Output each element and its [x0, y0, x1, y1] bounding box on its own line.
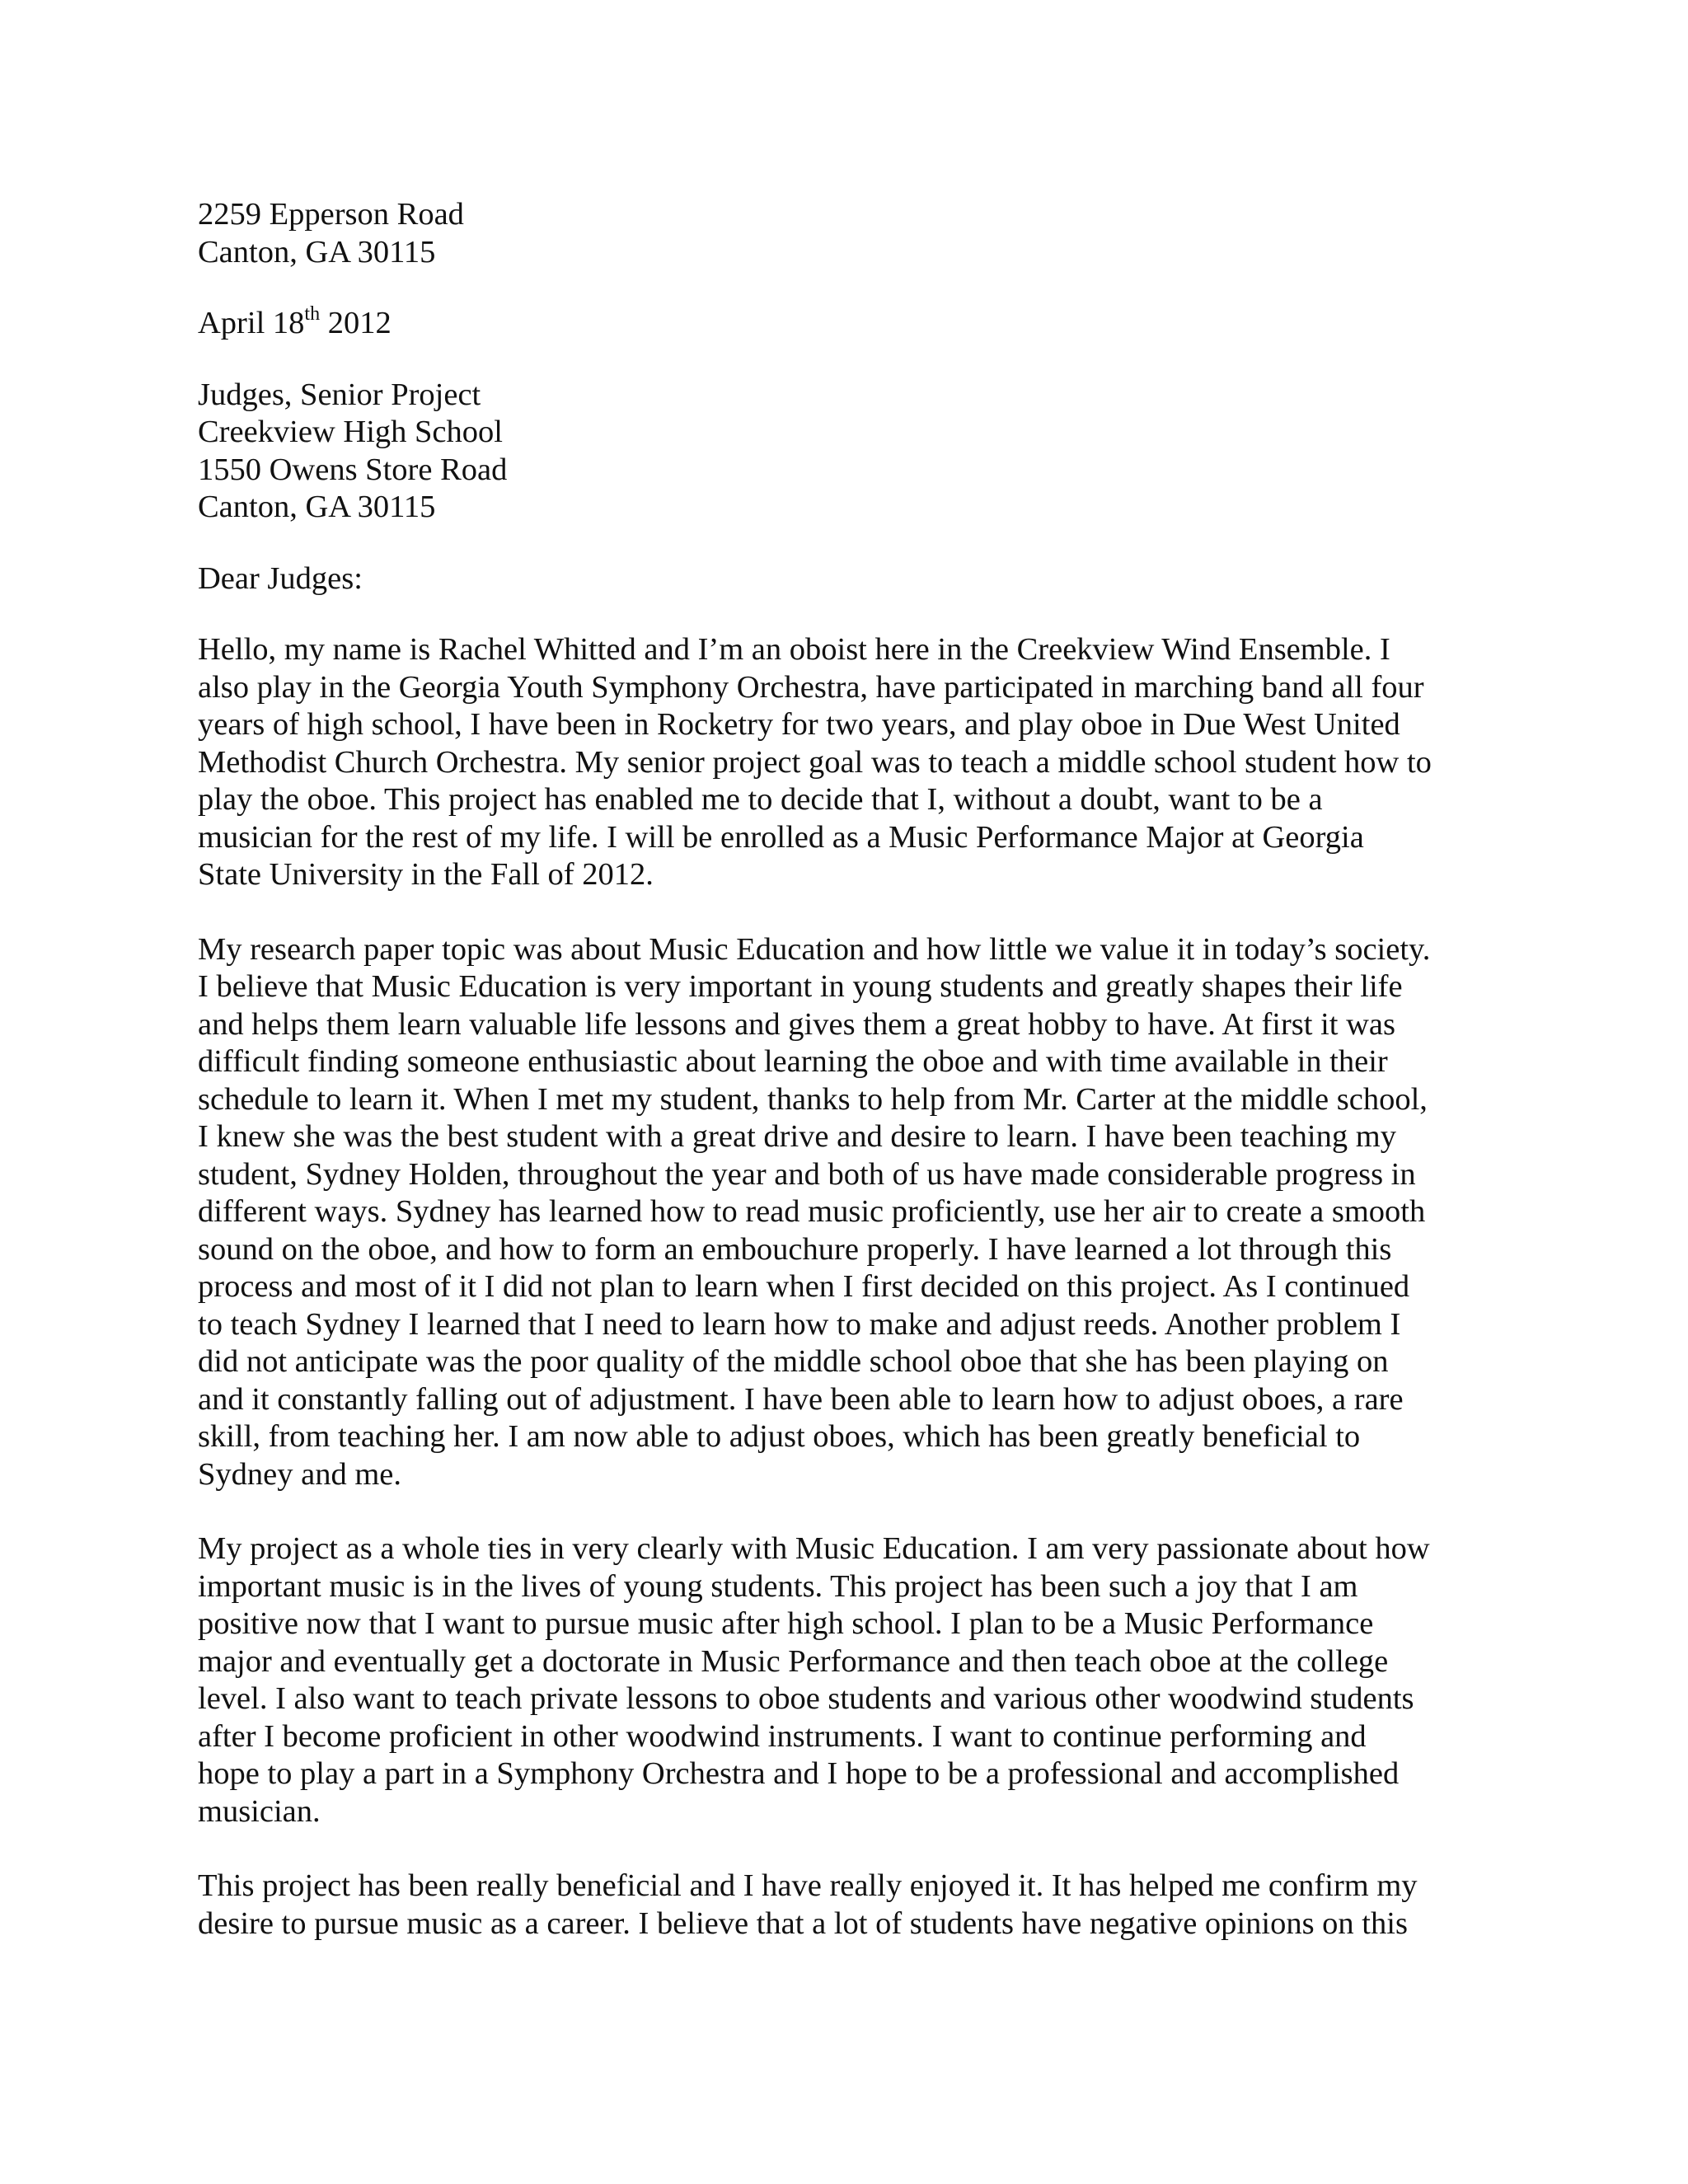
paragraph-line: process and most of it I did not plan to learn when I first decided on this project. As I continued [198, 1269, 1410, 1304]
paragraph-line: My project as a whole ties in very clearly with Music Education. I am very passionate about how [198, 1531, 1430, 1566]
sender-address-line: Canton, GA 30115 [198, 234, 436, 269]
recipient-address-line: Canton, GA 30115 [198, 490, 436, 524]
paragraph-line: hope to play a part in a Symphony Orchestra and I hope to be a professional and accomplished [198, 1756, 1400, 1791]
paragraph-line: did not anticipate was the poor quality of the middle school oboe that she has been playing on [198, 1344, 1389, 1379]
paragraph-line: and it constantly falling out of adjustment. I have been able to learn how to adjust oboes, a rare [198, 1381, 1404, 1417]
date-suffix: th [304, 303, 321, 325]
sender-address [198, 196, 1500, 271]
date-year: 2012 [327, 306, 392, 340]
paragraph-line: My research paper topic was about Music Education and how little we value it in today’s society. [198, 931, 1431, 967]
paragraph-1 [198, 631, 1500, 894]
letter-date [198, 305, 1500, 343]
paragraph-line: major and eventually get a doctorate in Music Performance and then teach oboe at the college [198, 1643, 1389, 1679]
paragraph-line: years of high school, I have been in Rocketry for two years, and play oboe in Due West United [198, 707, 1400, 742]
paragraph-line: difficult finding someone enthusiastic about learning the oboe and with time available in their [198, 1044, 1388, 1079]
paragraph-line: after I become proficient in other woodwind instruments. I want to continue performing and [198, 1718, 1367, 1754]
paragraph-line: to teach Sydney I learned that I need to learn how to make and adjust reeds. Another problem I [198, 1306, 1401, 1342]
paragraph-line: important music is in the lives of young students. This project has been such a joy that I am [198, 1568, 1358, 1604]
paragraph-line: schedule to learn it. When I met my student, thanks to help from Mr. Carter at the middle school, [198, 1081, 1428, 1117]
paragraph-line: This project has been really beneficial and I have really enjoyed it. It has helped me confirm my [198, 1868, 1418, 1903]
letter-body [198, 196, 1500, 1943]
paragraph-line: skill, from teaching her. I am now able to adjust oboes, which has been greatly beneficial to [198, 1419, 1361, 1454]
paragraph-line: level. I also want to teach private lessons to oboe students and various other woodwind students [198, 1681, 1414, 1716]
paragraph-line: Methodist Church Orchestra. My senior project goal was to teach a middle school student how to [198, 744, 1432, 780]
paragraph-line: desire to pursue music as a career. I believe that a lot of students have negative opinions on this [198, 1905, 1408, 1941]
paragraph-line: Sydney and me. [198, 1456, 401, 1492]
salutation [198, 560, 1500, 598]
recipient-address-line: Judges, Senior Project [198, 377, 481, 412]
paragraph-line: also play in the Georgia Youth Symphony Orchestra, have participated in marching band all four [198, 669, 1424, 705]
recipient-address-line: 1550 Owens Store Road [198, 452, 508, 487]
paragraph-2 [198, 931, 1500, 1494]
paragraph-line: Hello, my name is Rachel Whitted and I’m an oboist here in the Creekview Wind Ensemble. I [198, 632, 1390, 667]
date-month-day: April 18 [198, 306, 305, 340]
paragraph-line: positive now that I want to pursue music after high school. I plan to be a Music Performance [198, 1606, 1374, 1641]
salutation-text: Dear Judges: [198, 560, 363, 596]
paragraph-line: and helps them learn valuable life lessons and gives them a great hobby to have. At first it was [198, 1006, 1395, 1042]
paragraph-line: musician. [198, 1793, 321, 1829]
recipient-address [198, 377, 1500, 527]
paragraph-line: I believe that Music Education is very important in young students and greatly shapes their life [198, 969, 1403, 1004]
paragraph-line: State University in the Fall of 2012. [198, 857, 654, 892]
paragraph-line: student, Sydney Holden, throughout the year and both of us have made considerable progress in [198, 1156, 1416, 1192]
paragraph-4 [198, 1868, 1500, 1943]
paragraph-line: play the oboe. This project has enabled me to decide that I, without a doubt, want to be a [198, 782, 1323, 817]
paragraph-3 [198, 1530, 1500, 1830]
sender-address-line: 2259 Epperson Road [198, 197, 464, 232]
recipient-address-line: Creekview High School [198, 415, 503, 449]
paragraph-line: different ways. Sydney has learned how to read music proficiently, use her air to create a smooth [198, 1194, 1426, 1229]
paragraph-line: I knew she was the best student with a great drive and desire to learn. I have been teaching my [198, 1119, 1396, 1154]
paragraph-line: sound on the oboe, and how to form an embouchure properly. I have learned a lot through this [198, 1231, 1392, 1267]
paragraph-line: musician for the rest of my life. I will be enrolled as a Music Performance Major at Georgia [198, 819, 1364, 855]
